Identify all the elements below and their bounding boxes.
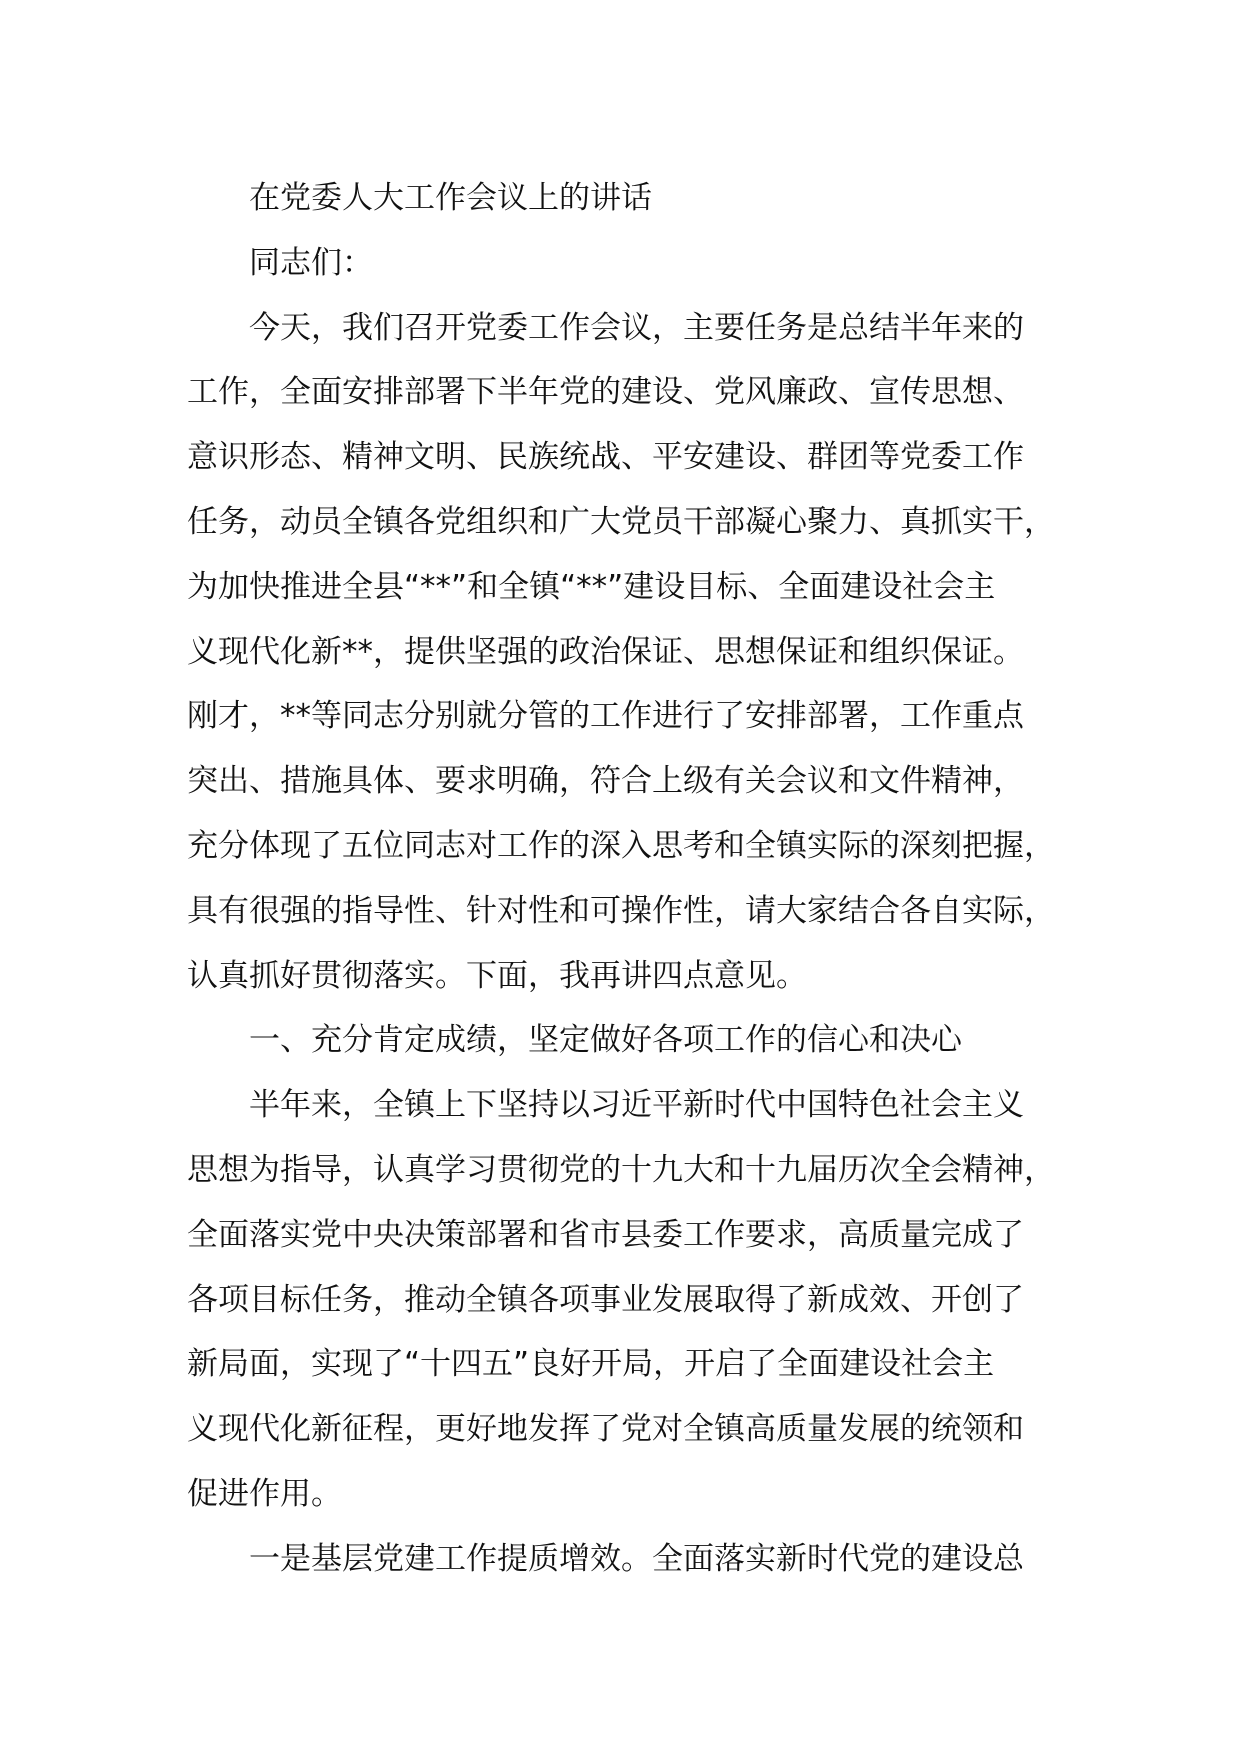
document-title: 在党委人大工作会议上的讲话 (249, 180, 652, 216)
paragraph-line: 各项目标任务，推动全镇各项事业发展取得了新成效、开创了 (187, 1281, 1024, 1318)
paragraph-line: 一是基层党建工作提质增效。全面落实新时代党的建设总 (249, 1540, 1024, 1577)
paragraph-line: 促进作用。 (187, 1475, 342, 1512)
paragraph-line: 任务，动员全镇各党组织和广大党员干部凝心聚力、真抓实干， (187, 503, 1055, 540)
salutation: 同志们： (249, 244, 373, 281)
paragraph-line: 突出、措施具体、要求明确，符合上级有关会议和文件精神， (187, 763, 1024, 800)
paragraph-line: 意识形态、精神文明、民族统战、平安建设、群团等党委工作 (187, 439, 1024, 476)
paragraph-line: 工作，全面安排部署下半年党的建设、党风廉政、宣传思想、 (187, 374, 1024, 411)
paragraph-line: 今天，我们召开党委工作会议，主要任务是总结半年来的 (249, 309, 1024, 346)
paragraph-line: 全面落实党中央决策部署和省市县委工作要求，高质量完成了 (187, 1216, 1024, 1253)
paragraph-line: 为加快推进全县“**”和全镇“**”建设目标、全面建设社会主 (187, 568, 996, 605)
section-heading: 一、充分肯定成绩，坚定做好各项工作的信心和决心 (249, 1022, 962, 1059)
document-body (187, 166, 1087, 1592)
paragraph-line: 充分体现了五位同志对工作的深入思考和全镇实际的深刻把握， (187, 827, 1055, 864)
paragraph-line: 义现代化新**，提供坚强的政治保证、思想保证和组织保证。 (187, 633, 1024, 670)
paragraph-line: 半年来，全镇上下坚持以习近平新时代中国特色社会主义 (249, 1087, 1024, 1124)
paragraph-line: 认真抓好贯彻落实。下面，我再讲四点意见。 (187, 957, 807, 994)
paragraph-line: 新局面，实现了“十四五”良好开局，开启了全面建设社会主 (187, 1346, 995, 1383)
paragraph-line: 义现代化新征程，更好地发挥了党对全镇高质量发展的统领和 (187, 1411, 1024, 1448)
paragraph-line: 具有很强的指导性、针对性和可操作性，请大家结合各自实际， (187, 892, 1055, 929)
paragraph-line: 刚才，**等同志分别就分管的工作进行了安排部署，工作重点 (187, 698, 1024, 735)
paragraph-line: 思想为指导，认真学习贯彻党的十九大和十九届历次全会精神， (187, 1151, 1055, 1188)
